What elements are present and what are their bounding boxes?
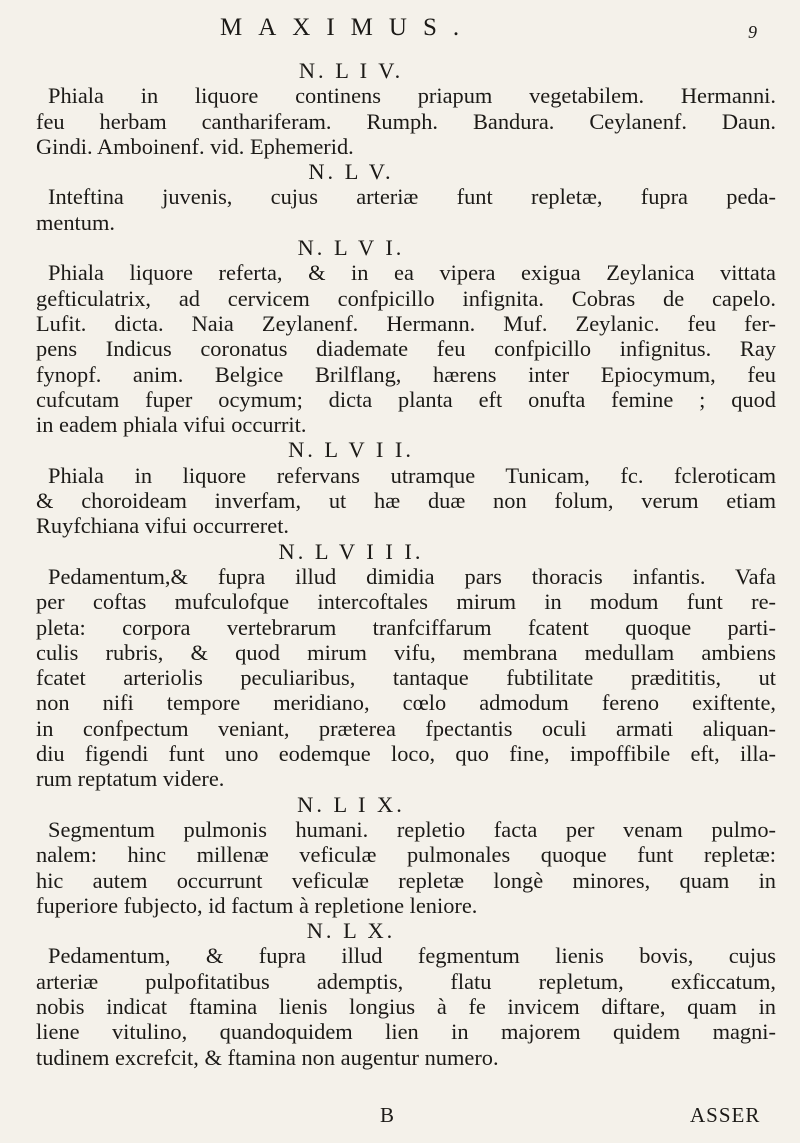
catchword: ASSER bbox=[690, 1103, 761, 1127]
text-line: fuperiore fubjecto, id factum à repletione leniore. bbox=[36, 892, 478, 918]
text-line: in eadem phiala vifui occurrit. bbox=[36, 412, 307, 438]
text-line: Phiala in liquore refervans utramque Tunicam, fc. fcleroticam bbox=[48, 462, 776, 488]
section-paragraph bbox=[36, 463, 786, 539]
text-line: pleta: corpora vertebrarum tranfciffarum fcatent quoque parti- bbox=[36, 614, 776, 640]
text-line: tudinem excrefcit, & ftamina non augentur numero. bbox=[36, 1044, 499, 1070]
section-paragraph bbox=[36, 260, 786, 437]
text-line: per coftas mufculofque intercoftales mirum in modum funt re- bbox=[36, 589, 776, 615]
text-line: liene vitulino, quandoquidem lien in majorem quidem magni- bbox=[36, 1019, 776, 1045]
text-body bbox=[36, 58, 786, 1070]
text-line: hic autem occurrunt veficulæ repletæ longè minores, quam in bbox=[36, 867, 776, 893]
text-line: gefticulatrix, ad cervicem confpicillo infignita. Cobras de capelo. bbox=[36, 285, 776, 311]
page-number: 9 bbox=[748, 22, 757, 42]
text-line: Gindi. Amboinenf. vid. Ephemerid. bbox=[36, 133, 354, 159]
section-heading: N. L V I I. bbox=[288, 437, 414, 463]
section-paragraph bbox=[36, 564, 786, 792]
text-line: nalem: hinc millenæ veficulæ pulmonales quoque funt repletæ: bbox=[36, 842, 776, 868]
text-line: Inteftina juvenis, cujus arteriæ funt repletæ, fupra peda- bbox=[48, 184, 776, 210]
section-heading: N. L V. bbox=[308, 159, 394, 185]
text-line: culis rubris, & quod mirum vifu, membrana medullam ambiens bbox=[36, 639, 776, 665]
text-line: Lufit. dicta. Naia Zeylanenf. Hermann. Muf. Zeylanic. feu fer- bbox=[36, 310, 776, 336]
text-line: nobis indicat ftamina lienis longius à fe invicem diftare, quam in bbox=[36, 993, 776, 1019]
section-heading: N. L V I. bbox=[297, 235, 405, 261]
text-line: arteriæ pulpofitatibus ademptis, flatu repletum, exficcatum, bbox=[36, 968, 776, 994]
text-line: mentum. bbox=[36, 209, 115, 235]
text-line: fynopf. anim. Belgice Brilflang, hærens inter Epiocymum, feu bbox=[36, 361, 776, 387]
running-title: MAXIMUS. bbox=[220, 14, 476, 41]
section-paragraph bbox=[36, 83, 786, 159]
signature-mark: B bbox=[380, 1103, 395, 1127]
section-heading: N. L I V. bbox=[298, 58, 404, 83]
text-line: cufcutam fuper ocymum; dicta planta eft onufta femine ; quod bbox=[36, 386, 776, 412]
running-head bbox=[0, 14, 800, 54]
text-line: rum reptatum videre. bbox=[36, 766, 225, 792]
text-line: diu figendi funt uno eodemque loco, quo fine, impoffibile eft, illa- bbox=[36, 741, 776, 767]
text-line: & choroideam inverfam, ut hæ duæ non folum, verum etiam bbox=[36, 488, 776, 514]
text-line: pens Indicus coronatus diademate feu confpicillo infignitus. Ray bbox=[36, 336, 776, 362]
section-paragraph bbox=[36, 184, 786, 235]
text-line: Pedamentum,& fupra illud dimidia pars thoracis infantis. Vafa bbox=[48, 563, 776, 589]
text-line: in confpectum veniant, præterea fpectantis oculi armati aliquan- bbox=[36, 715, 776, 741]
section-heading: N. L I X. bbox=[297, 791, 405, 817]
text-line: feu herbam canthariferam. Rumph. Bandura. Ceylanenf. Daun. bbox=[36, 108, 776, 134]
section-heading: N. L V I I I. bbox=[278, 538, 424, 564]
section-paragraph bbox=[36, 943, 786, 1069]
section-heading: N. L X. bbox=[306, 918, 396, 944]
text-line: non nifi tempore meridiano, cœlo admodum fereno exiftente, bbox=[36, 690, 776, 716]
text-line: fcatet arteriolis peculiaribus, tantaque fubtilitate prædititis, ut bbox=[36, 665, 776, 691]
text-line: Phiala in liquore continens priapum vegetabilem. Hermanni. bbox=[48, 83, 776, 109]
section-paragraph bbox=[36, 817, 786, 918]
text-line: Segmentum pulmonis humani. repletio facta per venam pulmo- bbox=[48, 816, 776, 842]
text-line: Phiala liquore referta, & in ea vipera exigua Zeylanica vittata bbox=[48, 260, 776, 286]
page-footer bbox=[0, 1103, 800, 1133]
text-line: Pedamentum, & fupra illud fegmentum lienis bovis, cujus bbox=[48, 943, 776, 969]
text-line: Ruyfchiana vifui occurreret. bbox=[36, 513, 290, 539]
